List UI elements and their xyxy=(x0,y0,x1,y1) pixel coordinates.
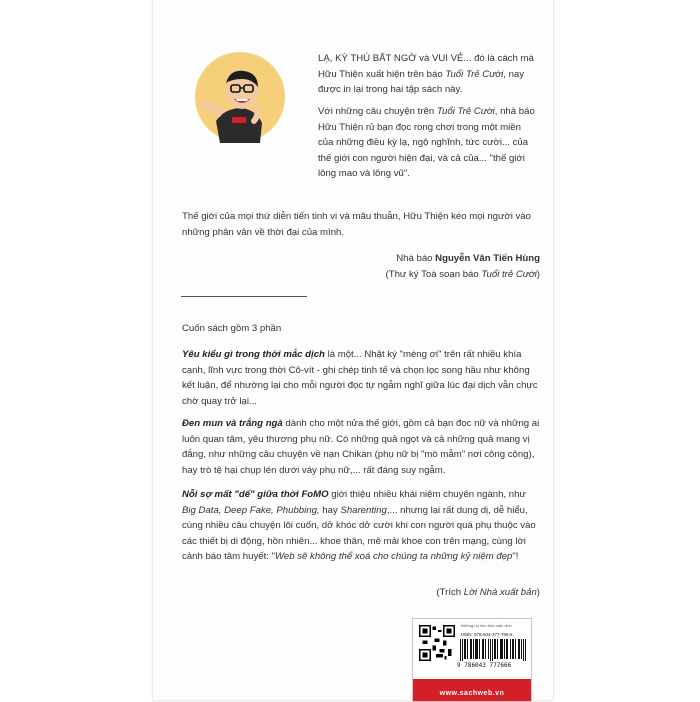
parts-heading: Cuốn sách gồm 3 phần xyxy=(182,323,282,334)
isbn-sticker xyxy=(412,618,532,702)
part-1-title: Yêu kiểu gì trong thời mắc dịch xyxy=(182,349,325,360)
source-note: (Trích Lời Nhà xuất bản) xyxy=(436,587,540,598)
sticker-title: Những nụ hôn thời mắc dịch xyxy=(461,623,512,628)
intro-paragraph-1: LẠ, KỲ THÚ BẤT NGỜ và VUI VẺ... đó là cách mà Hữu Thiện xuất hiện trên báo Tuổi Trẻ Cười, nay được in lại trong hai tập sách này. xyxy=(318,53,534,95)
section-divider xyxy=(181,296,307,297)
barcode-digits: 9 786043 777666 xyxy=(457,662,512,669)
part-3-paragraph: Nỗi sợ mất "dế" giữa thời FoMO giới thiệu nhiều khái niệm chuyên ngành, như Big Data, Deep Fake, Phubbing, hay Sharenting,... nhưng lại rất dung dị, dễ hiểu, cùng nhiều câu chuyện lôi cuốn, dở khóc dở cười khi con người quá phụ thuộc vào các thiết bị di động, hồn nhiên... khoe thân, mê mải khoe con trên mạng, cùng lời cảnh báo tâm huyết: "Web sẽ không thể xoá cho chúng ta những kỷ niệm đẹp"! xyxy=(182,489,536,562)
intro-paragraph-2: Với những câu chuyện trên Tuổi Trẻ Cười, nhà báo Hữu Thiện rủ bạn đọc rong chơi trong một miền của những điều kỳ lạ, ngộ nghĩnh, tức cười... của thế giới con người hiện đại, và cả của... "thế giới lông mao và lông vũ". xyxy=(318,106,535,179)
author-role: (Thư ký Toà soạn báo Tuổi trẻ Cười) xyxy=(385,269,540,280)
barcode-icon xyxy=(459,639,527,661)
part-1-paragraph: Yêu kiểu gì trong thời mắc dịch là một... Nhật ký "mèng ơi" trên rất nhiều khía cạnh, lĩnh vực trong thời Cô-vít - ghi chép tinh tế và chọn lọc song hầu như không kết luận, để nhường lại cho mỗi người đọc tự ngẫm nghĩ giữa lúc đại dịch vẫn chực chờ quay trở lại... xyxy=(182,349,538,407)
qr-code-icon xyxy=(419,625,455,661)
part-3-title: Nỗi sợ mất "dế" giữa thời FoMO xyxy=(182,489,329,500)
isbn-number: ISBN: 978-604-377-766-5 xyxy=(461,632,513,637)
part-2-title: Đen mun và trắng ngà xyxy=(182,418,283,429)
part-2-paragraph: Đen mun và trắng ngà dành cho một nửa thế giới, gồm cả bạn đọc nữ và những ai luôn quan tâm, yêu thương phụ nữ. Có những quả ngọt và cả những quả mang vị đắng, như những câu chuyện về nạn Chikan (phụ nữ bị "mò mẫm" nơi công cộng), hay trò tệ hại chụp lén dưới váy phụ nữ,... rất đáng suy ngẫm. xyxy=(182,418,540,476)
author-signature: Nhà báo Nguyễn Văn Tiến Hùng xyxy=(396,253,540,264)
publisher-website: www.sachweb.vn xyxy=(439,690,505,697)
author-caricature-icon xyxy=(194,51,286,143)
intro-paragraph-3: Thế giới của mọi thứ diễn tiến tinh vi và mâu thuẫn, Hữu Thiện kéo mọi người vào những phân vân về thời đại của mình. xyxy=(182,211,531,238)
